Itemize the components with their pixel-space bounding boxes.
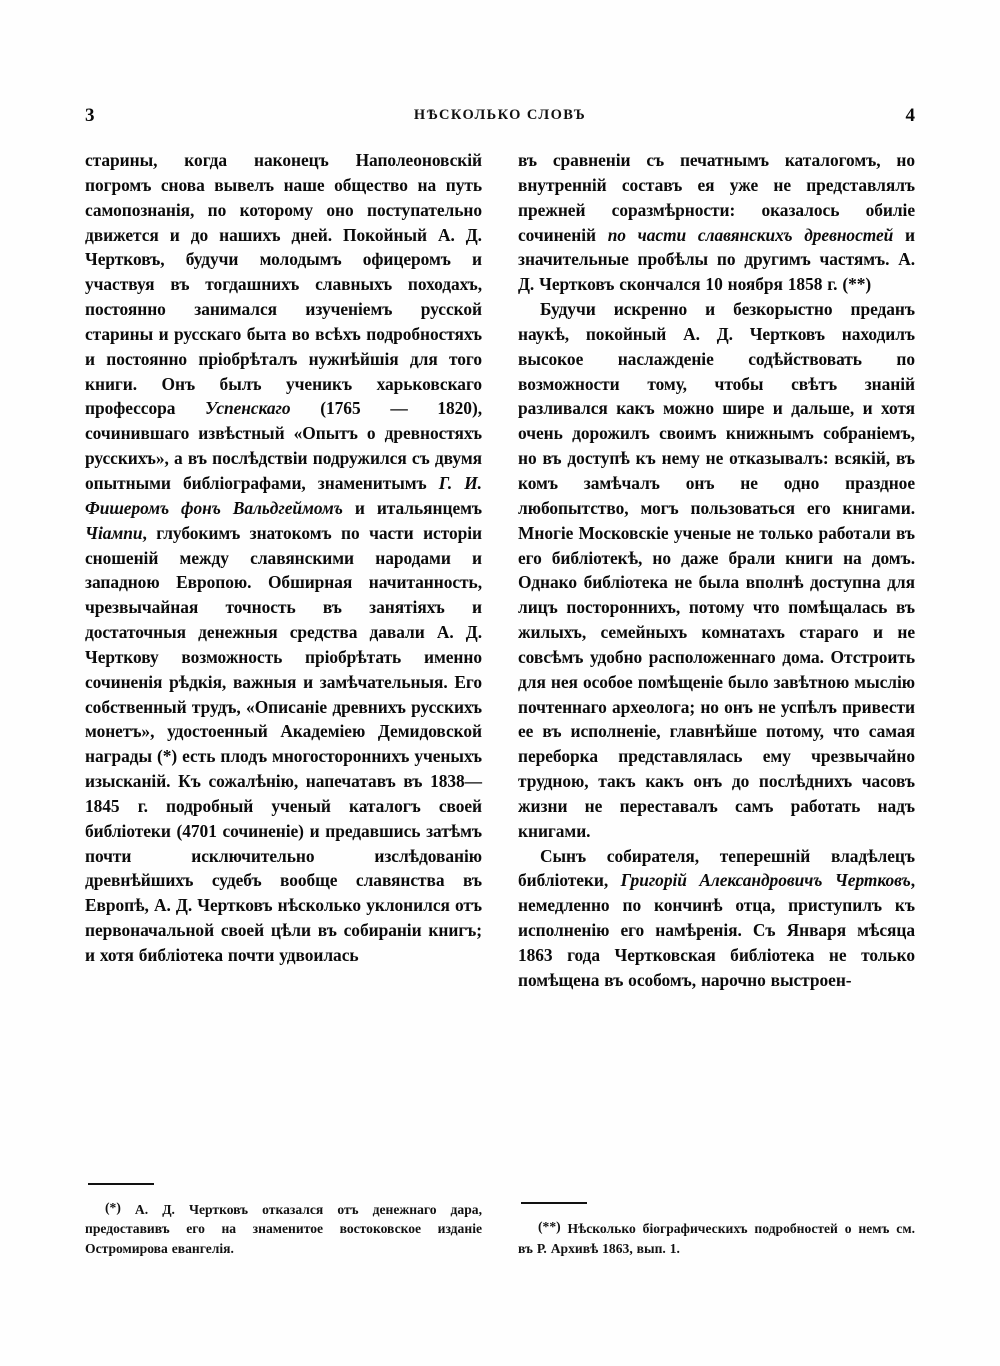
page-number-right: 4	[905, 105, 915, 126]
italic-run: по части славянскихъ древностей	[607, 224, 894, 245]
footnote-right	[518, 1217, 915, 1258]
text-run: и значительные пробѣлы по другимъ частямъ. А. Д. Чертковъ скончался 10 ноября 1858 г. (**)	[518, 224, 915, 295]
column-right-body	[518, 148, 915, 993]
footnote-marker: (**)	[538, 1219, 561, 1235]
text-columns	[85, 148, 915, 1258]
footnote-block-right	[518, 1202, 915, 1258]
text-run: и итальянцемъ	[342, 497, 482, 518]
footnote-text: Нѣсколько біографическихъ подробностей о немъ см. въ Р. Архивѣ 1863, вып. 1.	[518, 1221, 915, 1256]
footnote-rule	[521, 1202, 587, 1204]
paragraph	[85, 148, 482, 968]
column-left	[85, 148, 482, 1258]
italic-run: Г. И. Фишеромъ фонъ Вальдгеймомъ	[85, 472, 482, 518]
footnote-text: А. Д. Чертковъ отказался отъ денежнаго дара, предоставивъ его на знаменитое востоковское изданіе Остромирова евангелія.	[85, 1201, 482, 1256]
column-left-body	[85, 148, 482, 968]
text-run: Сынъ собирателя, теперешній владѣлецъ библіотеки,	[518, 845, 915, 891]
paragraph	[518, 844, 915, 993]
footnote-left	[85, 1198, 482, 1258]
footnote-marker: (*)	[105, 1199, 121, 1215]
footnote-rule	[88, 1183, 154, 1185]
text-run: (1765 — 1820), сочинившаго извѣстный «Опытъ о древностяхъ русскихъ», а въ послѣдствіи подружился съ двумя опытными библіографами, знаменитымъ	[85, 398, 482, 493]
footnote-block-left	[85, 1183, 482, 1258]
italic-run: Григорій Александровичъ Чертковъ	[620, 870, 911, 891]
italic-run: Успенскаго	[205, 398, 291, 419]
text-run: , глубокимъ знатокомъ по части исторіи сношеній между славянскими народами и западною Европою. Обширная начитанность, чрезвычайная точность въ занятіяхъ и достаточныя денежныя средства давали А. Д. Черткову возможность пріобрѣтать именно сочиненія рѣдкія, важныя и замѣчательныя. Его собственный трудъ, «Описаніе древнихъ русскихъ монетъ», удостоенный Академіею Демидовской награды (*) есть плодъ многостороннихъ ученыхъ изысканій. Къ сожалѣнію, напечатавъ въ 1838—1845 г. подробный ученый каталогъ своей библіотеки (4701 сочиненіе) и предавшись затѣмъ почти исключительно изслѣдованію древнѣйшихъ судебъ вообще славянства въ Европѣ, А. Д. Чертковъ нѣсколько уклонился отъ первоначальной своей цѣли въ собираніи книгъ; и хотя библіотека почти удвоилась	[85, 522, 482, 965]
text-run: Будучи искренно и безкорыстно преданъ наукѣ, покойный А. Д. Чертковъ находилъ высокое наслажденіе содѣйствовать по возможности тому, чтобы свѣтъ знаній разливался какъ можно шире и дальше, и хотя очень дорожилъ своимъ книжнымъ собраніемъ, но въ доступѣ къ нему не отказывалъ: всякій, въ комъ замѣчалъ онъ не одно праздное любопытство, могъ пользоваться его книгами. Многіе Московскіе ученые не только работали въ его библіотекѣ, но даже брали книги на домъ. Однако библіотека не была вполнѣ доступна для лицъ постороннихъ, потому что помѣщалась въ жилыхъ, семейныхъ комнатахъ стараго и не совсѣмъ удобно расположеннаго дома. Отстроить для нея особое помѣщеніе было завѣтною мыслію почтеннаго археолога; но онъ не успѣлъ привести ее въ исполненіе, главнѣйше потому, что самая переборка представлялась ему чрезвычайно трудною, такъ какъ онъ до послѣднихъ часовъ жизни не переставалъ самъ работать надъ книгами.	[518, 299, 915, 841]
running-head-title: НѢСКОЛЬКО СЛОВЪ	[413, 107, 587, 123]
text-run: , немедленно по кончинѣ отца, приступилъ къ исполненію его намѣренія. Съ Января мѣсяца 1863 года Чертковская библіотека не только помѣщена въ особомъ, нарочно выстроен-	[518, 870, 916, 990]
paragraph	[518, 148, 915, 297]
paragraph	[518, 297, 915, 844]
italic-run: Чіампи	[85, 522, 143, 543]
column-right	[518, 148, 915, 1258]
running-head	[85, 104, 915, 130]
text-run: въ сравненіи съ печатнымъ каталогомъ, но внутренній составъ ея уже не представлялъ прежней соразмѣрности: оказалось обиліе сочиненій	[518, 150, 915, 245]
page-number-left: 3	[85, 105, 95, 126]
text-run: старины, когда наконецъ Наполеоновскій погромъ снова вывелъ наше общество на путь самопознанія, по которому оно поступательно движется и до нашихъ дней. Покойный А. Д. Чертковъ, будучи молодымъ офицеромъ и участвуя въ тогдашнихъ славныхъ походахъ, постоянно занимался изученіемъ русской старины и русскаго быта во всѣхъ подробностяхъ и постоянно пріобрѣталъ нужнѣйшія для того книги. Онъ былъ ученикъ харьковскаго профессора	[85, 150, 482, 419]
